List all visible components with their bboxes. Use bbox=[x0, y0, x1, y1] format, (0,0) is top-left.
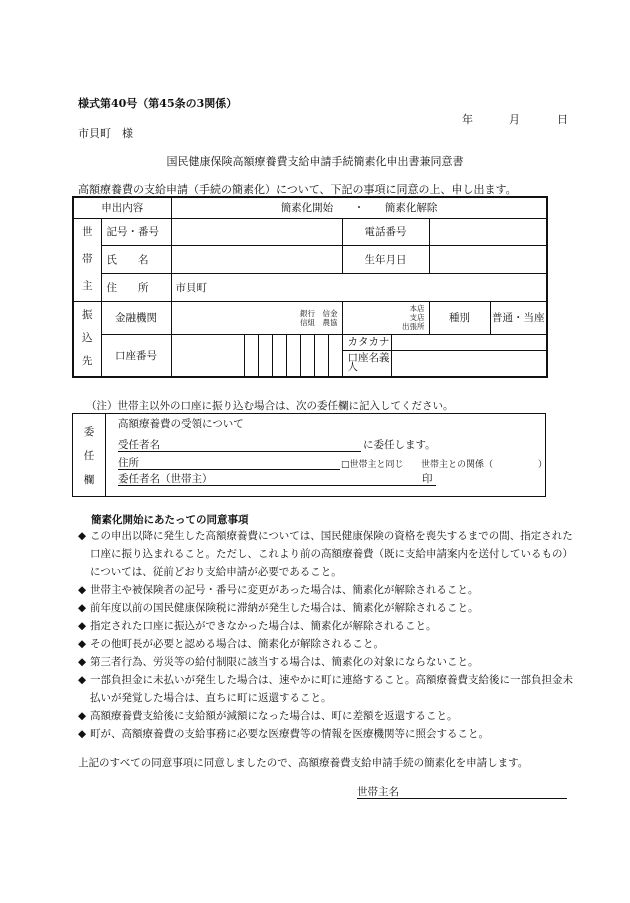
address-label: 住 所 bbox=[101, 273, 171, 301]
consent-item-5: ◆ その他町長が必要と認める場合は、簡素化が解除されること。 bbox=[78, 638, 384, 650]
account-number-label: 口座番号 bbox=[101, 334, 171, 377]
delegation-box bbox=[72, 413, 546, 497]
account-digit-6[interactable] bbox=[300, 334, 314, 377]
holder-field[interactable] bbox=[391, 350, 547, 377]
account-digit-1[interactable] bbox=[171, 334, 244, 377]
address-field[interactable] bbox=[171, 273, 547, 301]
branch-field[interactable] bbox=[342, 301, 429, 334]
holder-label: 口座名義人 bbox=[342, 350, 391, 377]
transfer-group-label: 振 込 先 bbox=[73, 301, 101, 377]
delegator-name-field[interactable] bbox=[118, 471, 436, 486]
signature-label: 世帯主名 bbox=[357, 786, 399, 798]
application-table bbox=[72, 196, 548, 378]
branch-line1: 本店 bbox=[409, 304, 425, 313]
account-digit-5[interactable] bbox=[286, 334, 300, 377]
consent-item-2: ◆ 世帯主や被保険者の記号・番号に変更があった場合は、簡素化が解除されること。 bbox=[78, 584, 479, 596]
request-options[interactable] bbox=[171, 197, 547, 218]
addressee: 市貝町 様 bbox=[78, 127, 133, 140]
same-as-householder-checkbox[interactable]: □世帯主と同じ bbox=[341, 460, 404, 470]
delegation-note: （注）世帯主以外の口座に振り込む場合は、次の委任欄に記入してください。 bbox=[86, 400, 454, 412]
account-digit-2[interactable] bbox=[244, 334, 258, 377]
birthdate-label: 生年月日 bbox=[342, 245, 429, 273]
bank-label: 金融機関 bbox=[101, 301, 171, 334]
symbol-number-label: 記号・番号 bbox=[101, 218, 171, 245]
address-value: 市貝町 bbox=[175, 281, 207, 294]
closing-statement: 上記のすべての同意事項に同意しましたので、高額療養費支給申請手続の簡素化を申請します。 bbox=[78, 757, 529, 769]
branch-line2: 支店 bbox=[409, 313, 425, 322]
bank-types-line2: 信組 農協 bbox=[300, 317, 338, 327]
phone-label: 電話番号 bbox=[342, 218, 429, 245]
consent-item-9: ◆ 町が、高額療養費の支給事務に必要な医療費等の情報を医療機関等に照会すること。 bbox=[78, 728, 489, 740]
document-title: 国民健康保険高額療養費支給申請手続簡素化申出書兼同意書 bbox=[166, 155, 464, 168]
request-option-start[interactable]: 簡素化開始 bbox=[280, 202, 334, 215]
symbol-number-field[interactable] bbox=[171, 218, 342, 245]
request-separator: ・ bbox=[353, 202, 365, 215]
branch-line3: 出張所 bbox=[402, 322, 425, 331]
phone-field[interactable] bbox=[429, 218, 547, 245]
consent-item-4: ◆ 指定された口座に振込ができなかった場合は、簡素化が解除されること。 bbox=[78, 620, 437, 632]
consent-item-7: ◆ 一部負担金に未払いが発生した場合は、速やかに町に連絡すること。高額療養費支給後に一部負担金未払いが発覚した場合は、直ちに町に返還すること。 bbox=[78, 674, 573, 704]
relation-field[interactable]: 世帯主との関係（ ） bbox=[421, 460, 548, 470]
delegation-about: 高額療養費の受領について bbox=[118, 418, 244, 430]
name-field[interactable] bbox=[171, 245, 342, 273]
bank-types-line1: 銀行 信金 bbox=[300, 308, 338, 318]
seal-mark: 印 bbox=[422, 473, 433, 485]
birthdate-field[interactable] bbox=[429, 245, 547, 273]
account-type-label: 種別 bbox=[429, 301, 490, 334]
request-option-end[interactable]: 簡素化解除 bbox=[384, 202, 438, 215]
consent-item-3: ◆ 前年度以前の国民健康保険税に滞納が発生した場合は、簡素化が解除されること。 bbox=[78, 602, 479, 614]
name-label: 氏 名 bbox=[101, 245, 171, 273]
delegate-name-field[interactable] bbox=[118, 437, 361, 452]
delegate-address-field[interactable] bbox=[118, 455, 340, 470]
katakana-field[interactable] bbox=[391, 334, 547, 350]
consent-item-8: ◆ 高額療養費支給後に支給額が減額になった場合は、町に差額を返還すること。 bbox=[78, 710, 458, 722]
delegate-address-label: 住所 bbox=[118, 457, 139, 469]
delegator-name-label: 委任者名（世帯主） bbox=[118, 473, 213, 485]
year-label: 年 bbox=[462, 113, 473, 126]
account-digit-4[interactable] bbox=[272, 334, 286, 377]
account-digit-8[interactable] bbox=[328, 334, 342, 377]
form-number: 様式第40号（第45条の3関係） bbox=[78, 97, 238, 110]
account-digit-7[interactable] bbox=[314, 334, 328, 377]
account-digit-3[interactable] bbox=[258, 334, 272, 377]
consent-item-1: ◆ この申出以降に発生した高額療養費については、国民健康保険の資格を喪失するまでの間、指定された口座に振り込まれること。ただし、これより前の高額療養費（既に支給申請案内を送付しているもの）については、従前どおり支給申請が必要であること。 bbox=[78, 530, 573, 578]
consent-item-6: ◆ 第三者行為、労災等の給付制限に該当する場合は、簡素化の対象にならないこと。 bbox=[78, 656, 479, 668]
bank-name-field[interactable] bbox=[171, 301, 342, 334]
delegate-suffix: に委任します。 bbox=[363, 439, 436, 451]
katakana-label: カタカナ bbox=[342, 334, 391, 350]
day-label: 日 bbox=[557, 113, 568, 126]
intro-text: 高額療養費の支給申請（手続の簡素化）について、下記の事項に同意の上、申し出ます。 bbox=[78, 183, 517, 196]
request-label: 申出内容 bbox=[73, 197, 171, 218]
delegate-name-label: 受任者名 bbox=[118, 439, 160, 451]
householder-group-label: 世 帯 主 bbox=[73, 218, 101, 301]
householder-signature-field[interactable] bbox=[357, 784, 567, 799]
month-label: 月 bbox=[509, 113, 520, 126]
delegation-column-label: 委 任 欄 bbox=[73, 414, 106, 496]
consent-heading: 簡素化開始にあたっての同意事項 bbox=[91, 514, 249, 526]
account-type-value[interactable]: 普通・当座 bbox=[490, 301, 547, 334]
